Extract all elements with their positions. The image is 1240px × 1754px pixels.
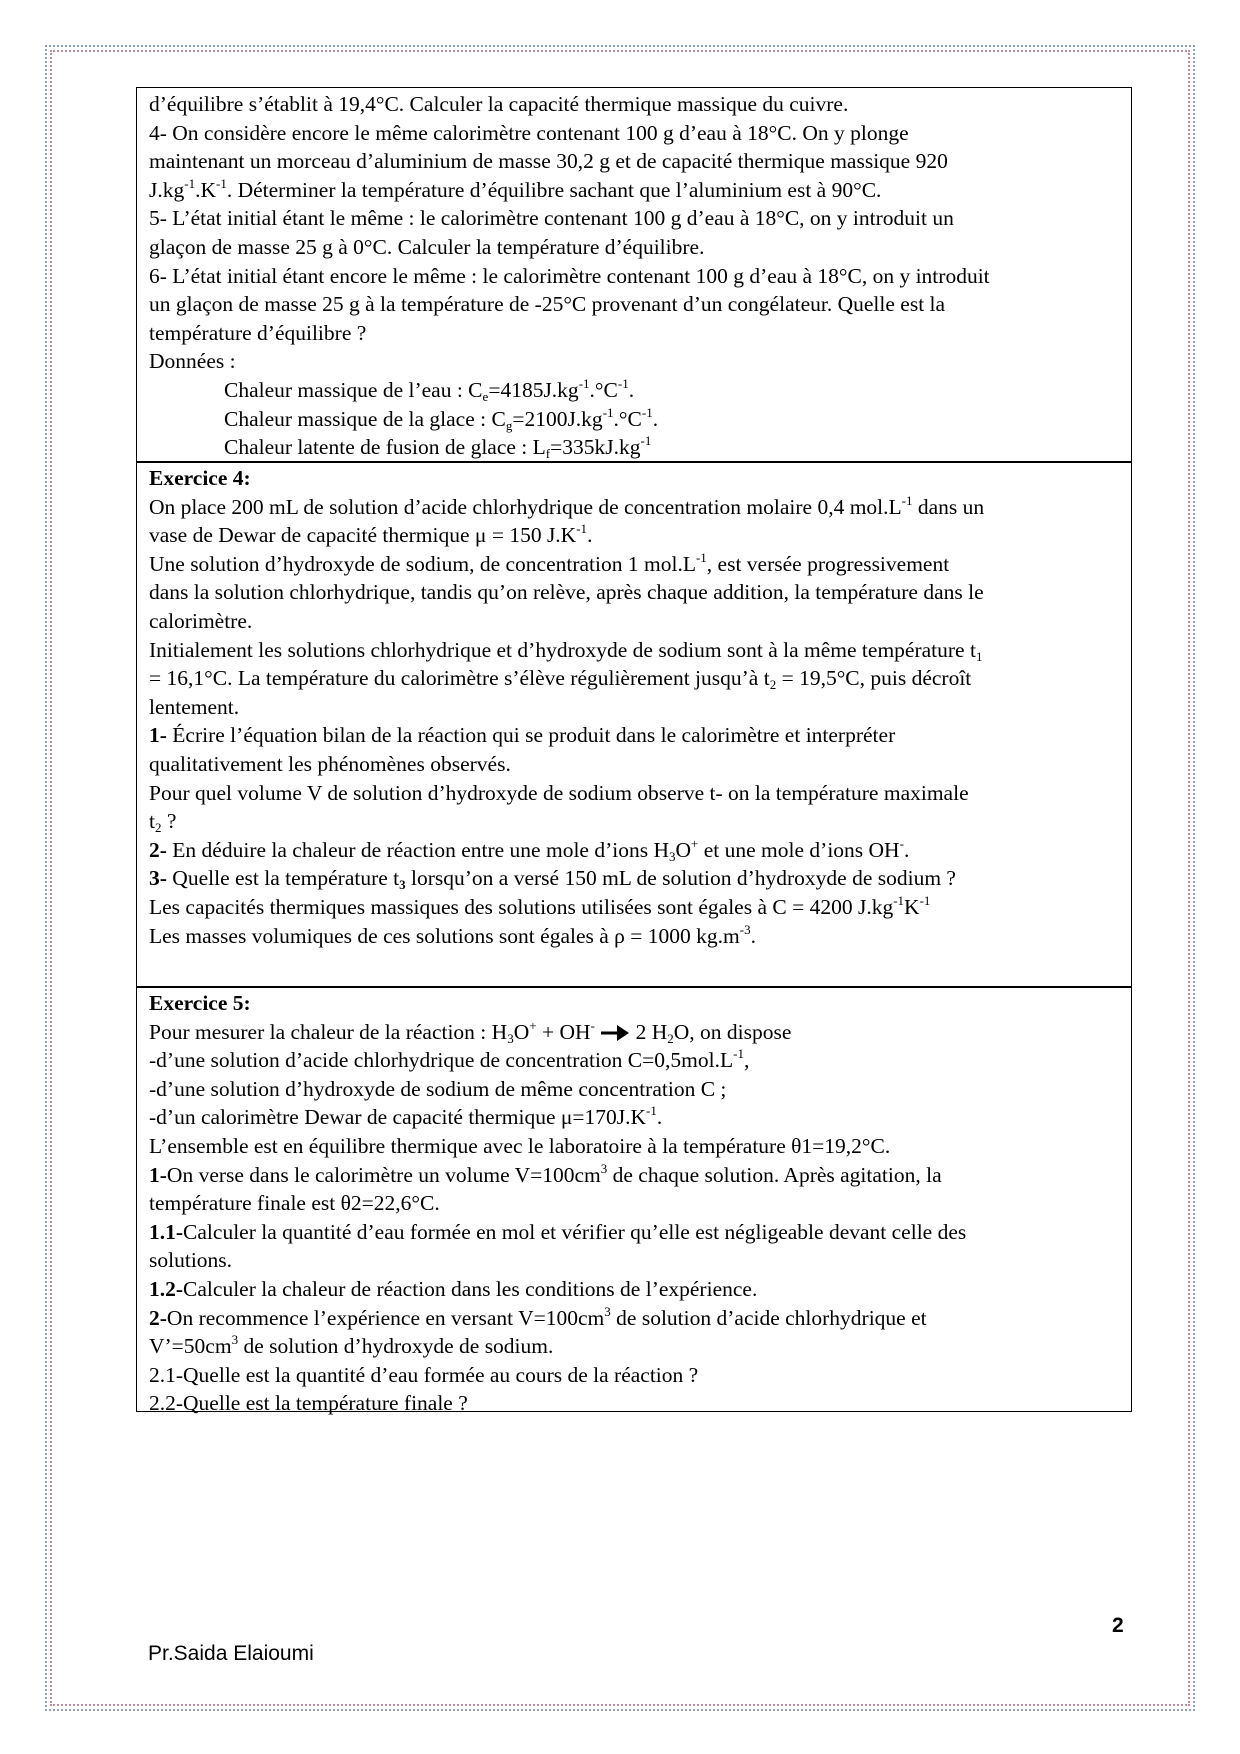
text-line: solutions. (149, 1248, 233, 1273)
text-line: température finale est θ2=22,6°C. (149, 1191, 440, 1216)
text-line: Initialement les solutions chlorhydrique et d’hydroxyde de sodium sont à la même température $t_1$ (149, 637, 983, 664)
text-line: dans la solution chlorhydrique, tandis qu’on relève, après chaque addition, la température dans le (149, 580, 984, 605)
text-line: $V’=50cm^3$ de solution d’hydroxyde de sodium. (149, 1332, 554, 1359)
question-2: 2- En déduire la chaleur de réaction entre une mole d’ions $H_3O^+$ et une mole d’ions OH-. (149, 835, 910, 864)
exercise-title: Exercice 4: (149, 466, 251, 490)
text-line: On place 200 mL de solution d’acide chlorhydrique de concentration molaire 0,4 $mol.L^{-1}$ dans un (149, 492, 985, 519)
data-line: Chaleur latente de fusion de glace : $L_f=335kJ.kg^{-1}$ (224, 433, 652, 462)
question-1-1: 1.1-Calculer la quantité d’eau formée en mol et vérifier qu’elle est négligeable devant celle des (149, 1219, 967, 1244)
question-2: 2-On recommence l’expérience en versant $V=100cm^3$ de solution d’acide chlorhydrique et (149, 1303, 927, 1330)
data-line: Chaleur massique de l’eau : $C_e=4185J.kg^{-1}.^\circ C^{-1}$. (224, 375, 635, 404)
text-line: L’ensemble est en équilibre thermique avec le laboratoire à la température θ1=19,2°C. (149, 1133, 891, 1158)
text-line: Les masses volumiques de ces solutions sont égales à ρ = 1000 $kg.m^{-3}$. (149, 921, 756, 948)
text-line: glaçon de masse 25 g à 0°C. Calculer la température d’équilibre. (149, 234, 705, 259)
text-line: 6- L’état initial étant encore le même : le calorimètre contenant 100 g d’eau à 18°C, on y introduit (149, 263, 990, 288)
text-line: $t_2$ ? (149, 809, 177, 836)
exercise-5-box (136, 986, 1132, 1416)
text-line: un glaçon de masse 25 g à la température de -25°C provenant d’un congélateur. Quelle est la (149, 292, 946, 317)
text-line: -d’une solution d’acide chlorhydrique de concentration $C=0,5mol.L^{-1}$, (149, 1046, 750, 1073)
exercise-title: Exercice 5: (149, 991, 251, 1015)
question-1-2: 1.2-Calculer la chaleur de réaction dans les conditions de l’expérience. (149, 1276, 758, 1301)
text-line: lentement. (149, 694, 240, 719)
question-2-2: 2.2-Quelle est la température finale ? (149, 1391, 468, 1416)
data-line: Chaleur massique de la glace : $C_g=2100J.kg^{-1}.^\circ C^{-1}$. (224, 404, 659, 433)
text-line: 5- L’état initial étant le même : le calorimètre contenant 100 g d’eau à 18°C, on y introduit un (149, 206, 954, 231)
question-3: 3- Quelle est la température $t_3$ lorsqu’on a versé 150 mL de solution d’hydroxyde de sodium ? (149, 866, 956, 893)
page-number: 2 (1112, 1614, 1124, 1637)
question-1: 1- Écrire l’équation bilan de la réaction qui se produit dans le calorimètre et interpréter (149, 723, 896, 748)
exercise-3-box (136, 87, 1132, 463)
question-1: 1-On verse dans le calorimètre un volume $V=100cm^3$ de chaque solution. Après agitation, la (149, 1160, 942, 1187)
text-line: -d’une solution d’hydroxyde de sodium de même concentration C ; (149, 1076, 727, 1101)
text-line: 4- On considère encore le même calorimètre contenant 100 g d’eau à 18°C. On y plonge (149, 120, 909, 145)
data-heading: Données : (149, 349, 236, 374)
text-line: d’équilibre s’établit à 19,4°C. Calculer la capacité thermique massique du cuivre. (149, 92, 849, 116)
question-2-1: 2.1-Quelle est la quantité d’eau formée au cours de la réaction ? (149, 1362, 699, 1387)
text-line: -d’un calorimètre Dewar de capacité thermique $\mu=170J.K^{-1}$. (149, 1103, 663, 1130)
reaction-arrow-icon (600, 1022, 630, 1042)
text-line: température d’équilibre ? (149, 320, 367, 345)
author-footer: Pr.Saida Elaioumi (148, 1642, 314, 1665)
text-line: qualitativement les phénomènes observés. (149, 751, 511, 776)
text-line: calorimètre. (149, 608, 253, 633)
text-line: = 16,1°C. La température du calorimètre s’élève régulièrement jusqu’à $t_2 = 19,5^\circ C$, puis décroît (149, 666, 972, 693)
text-line: Une solution d’hydroxyde de sodium, de concentration 1 $mol.L^{-1}$, est versée progressivement (149, 549, 950, 576)
text-line: maintenant un morceau d’aluminium de masse 30,2 g et de capacité thermique massique 920 (149, 149, 948, 174)
text-line: Pour mesurer la chaleur de la réaction : $H_3O^+ + OH^-$ 2 $H_2O$, on dispose (149, 1017, 792, 1046)
text-line: vase de Dewar de capacité thermique μ = 150 $J.K^{-1}$. (149, 521, 593, 548)
text-line: $J.kg^{-1}.K^{-1}$. Déterminer la température d’équilibre sachant que l’aluminium est à 90°C. (149, 175, 882, 202)
text-line: Pour quel volume V de solution d’hydroxyde de sodium observe t- on la température maximale (149, 780, 969, 805)
text-line: Les capacités thermiques massiques des solutions utilisées sont égales à C = 4200 $J.kg^{-1}K^{-1}$ (149, 892, 931, 919)
exercise-4-box (136, 461, 1132, 988)
